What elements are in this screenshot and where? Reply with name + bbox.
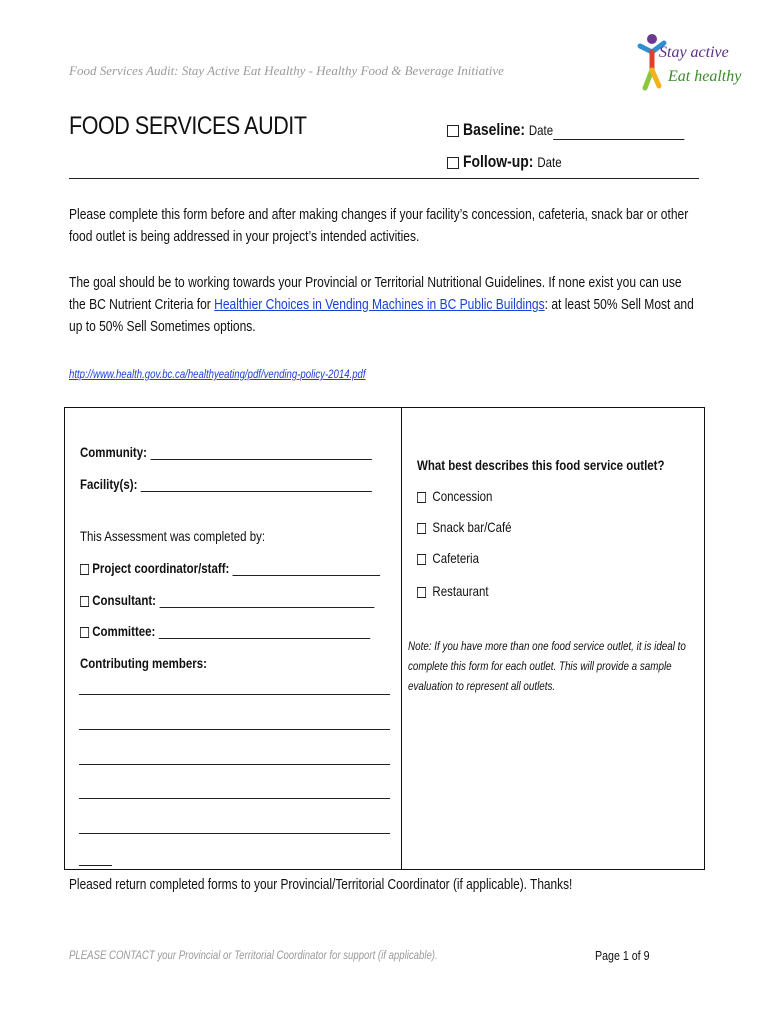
page-title: FOOD SERVICES AUDIT — [69, 112, 307, 140]
coordinator-label: Project coordinator/staff: — [92, 560, 230, 576]
return-instructions: Pleased return completed forms to your Provincial/Territorial Coordinator (if applicable). Thanks! — [69, 877, 573, 893]
option-cafeteria[interactable] — [417, 550, 479, 566]
followup-row — [447, 152, 584, 172]
community-field[interactable] — [150, 445, 371, 460]
contributing-line-5[interactable] — [79, 833, 390, 834]
concession-checkbox[interactable] — [417, 492, 426, 503]
completed-by-text: This Assessment was completed by: — [80, 528, 266, 544]
coordinator-field[interactable] — [233, 561, 381, 576]
page-number: Page 1 of 9 — [595, 948, 650, 963]
contributing-members-label: Contributing members: — [80, 655, 207, 671]
option-label: Concession — [432, 488, 493, 504]
facility-row — [80, 476, 372, 492]
stay-active-figure-icon — [632, 30, 742, 100]
stay-active-logo — [632, 30, 742, 100]
table-divider — [401, 407, 402, 870]
contributing-line-3[interactable] — [79, 764, 390, 765]
followup-checkbox[interactable] — [447, 157, 459, 169]
baseline-date-label: Date — [529, 122, 554, 138]
option-snack-bar[interactable] — [417, 519, 512, 535]
heading-divider — [69, 178, 699, 179]
committee-field[interactable] — [159, 624, 371, 639]
consultant-checkbox[interactable] — [80, 596, 89, 607]
outlet-note: Note: If you have more than one food service outlet, it is ideal to complete this form for each outlet. This will provide a sample evaluation to represent all outlets. — [408, 639, 686, 693]
followup-date-label: Date — [537, 154, 563, 170]
contributing-line-2[interactable] — [79, 729, 390, 730]
option-label: Cafeteria — [432, 550, 479, 566]
intro-paragraph-2-start: The goal should be to working towards your Provincial or Territorial Nutritional Guidelines. If none exist you can use the BC Nutrient Criteria for — [69, 275, 682, 313]
restaurant-checkbox[interactable] — [417, 587, 426, 598]
baseline-date-field[interactable] — [554, 125, 685, 140]
consultant-label: Consultant: — [92, 592, 156, 608]
contributing-line-6[interactable] — [79, 865, 112, 866]
intro-paragraph-2-end: : at least 50% Sell Most and up to 50% Sell Sometimes options. — [69, 297, 694, 335]
committee-label: Committee: — [92, 623, 156, 639]
intro-paragraph-2 — [69, 272, 700, 338]
contributing-line-4[interactable] — [79, 798, 390, 799]
outlet-question: What best describes this food service outlet? — [417, 457, 665, 473]
baseline-checkbox[interactable] — [447, 125, 459, 137]
option-label: Restaurant — [432, 583, 489, 599]
consultant-field[interactable] — [159, 593, 374, 608]
snack-bar-checkbox[interactable] — [417, 523, 426, 534]
facility-label: Facility(s): — [80, 476, 138, 492]
footer-contact: PLEASE CONTACT your Provincial or Territorial Coordinator for support (if applicable). — [69, 948, 438, 962]
vending-policy-url[interactable]: http://www.health.gov.bc.ca/healthyeating/pdf/vending-policy-2014.pdf — [69, 367, 366, 381]
followup-label: Follow-up: — [463, 152, 534, 171]
committee-checkbox[interactable] — [80, 627, 89, 638]
baseline-label: Baseline: — [463, 120, 526, 139]
cafeteria-checkbox[interactable] — [417, 554, 426, 565]
logo-line-2: Eat healthy — [668, 68, 742, 85]
baseline-row — [447, 120, 733, 140]
intro-paragraph-1: Please complete this form before and after making changes if your facility’s concession, cafeteria, snack bar or other food outlet is being addressed in your project’s intended activities. — [69, 207, 689, 245]
option-label: Snack bar/Café — [432, 519, 512, 535]
consultant-row — [80, 592, 374, 608]
coordinator-row — [80, 560, 380, 576]
facility-field[interactable] — [141, 477, 372, 492]
coordinator-checkbox[interactable] — [80, 564, 89, 575]
running-title: Food Services Audit: Stay Active Eat Healthy - Healthy Food & Beverage Initiative — [69, 63, 504, 78]
contributing-line-1[interactable] — [79, 694, 390, 695]
vending-guidelines-link[interactable]: Healthier Choices in Vending Machines in BC Public Buildings — [214, 297, 545, 313]
community-label: Community: — [80, 444, 147, 460]
community-row — [80, 444, 372, 460]
option-concession[interactable] — [417, 488, 492, 504]
committee-row — [80, 623, 370, 639]
option-restaurant[interactable] — [417, 583, 489, 599]
logo-line-1: Stay active — [659, 44, 729, 61]
